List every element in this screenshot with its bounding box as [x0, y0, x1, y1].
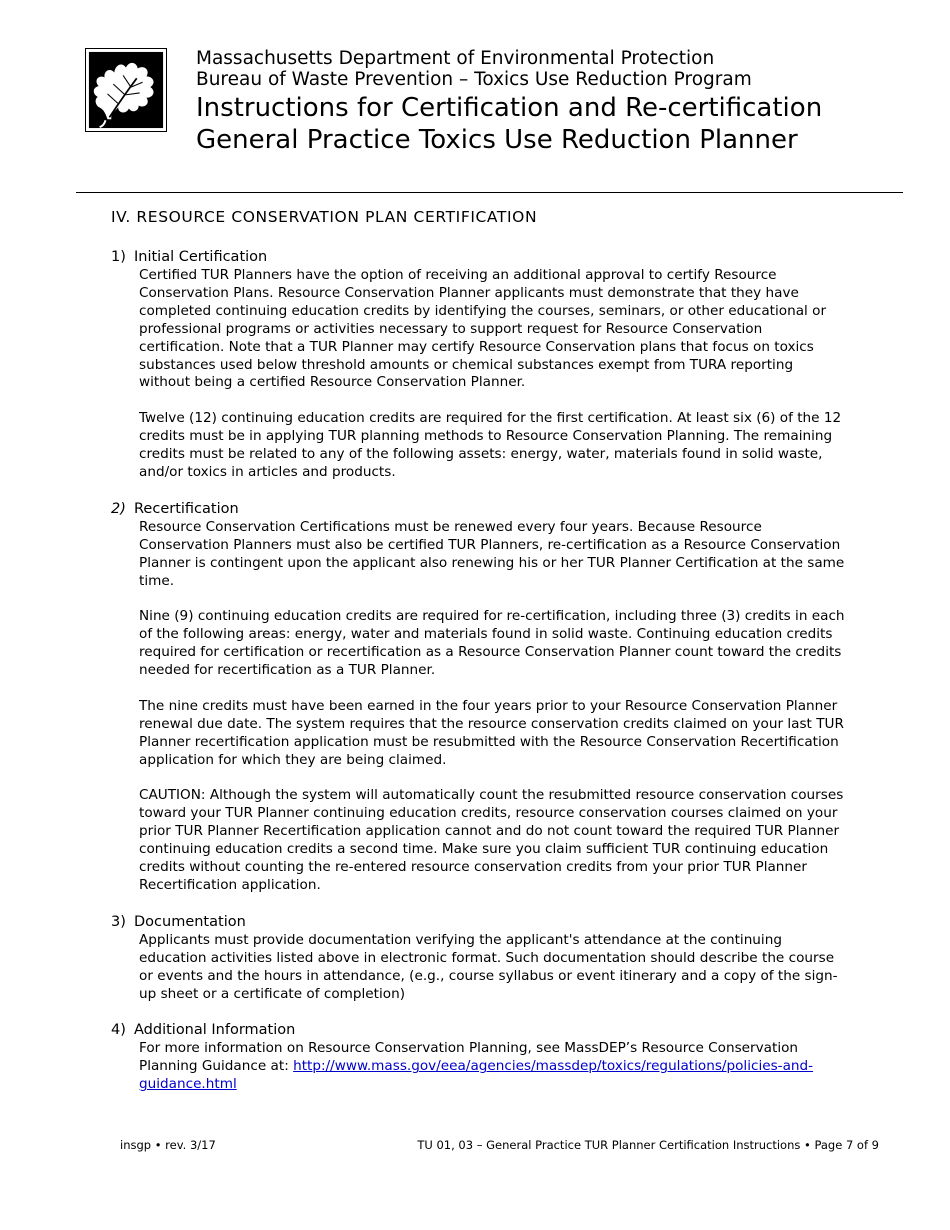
bureau-name: Bureau of Waste Prevention – Toxics Use Reduction Program [196, 69, 752, 91]
item-heading [111, 500, 846, 519]
item-number: 4) [111, 1022, 126, 1039]
paragraph: Applicants must provide documentation verifying the applicant's attendance at the continuing education activities listed above in electronic format. Such documentation should describe the course or events and the hours in attendance, (e.g., course syllabus or event itinerary and a copy of the sign-up sheet or a certificate of completion) [139, 931, 838, 1002]
paragraph: Resource Conservation Certifications must be renewed every four years. Because Resource Conservation Planners must also be certified TUR Planners, re-certification as a Resource Conservation Planner is contingent upon the applicant also renewing his or her TUR Planner Certification at the same time. [139, 518, 845, 589]
list-item-initial-certification [111, 248, 846, 482]
item-heading-text: Recertification [134, 500, 239, 517]
paragraph: Twelve (12) continuing education credits are required for the first certification. At least six (6) of the 12 credits must be in applying TUR planning methods to Resource Conservation Planning. The remaining credits must be related to any of the following assets: energy, water, materials found in solid waste, and/or toxics in articles and products. [139, 410, 842, 480]
item-heading [111, 248, 846, 267]
item-heading [111, 913, 846, 932]
paragraph [139, 1040, 846, 1094]
header-divider [76, 192, 903, 193]
list-item-additional-information [111, 1021, 846, 1094]
section-content [111, 208, 846, 1112]
paragraph: The nine credits must have been earned in the four years prior to your Resource Conservation Planner renewal due date. The system requires that the resource conservation credits claimed on your last TUR Planner recertification application must be resubmitted with the Resource Conservation Recertification application for which they are being claimed. [139, 697, 844, 768]
paragraph: Nine (9) continuing education credits are required for re-certification, including three (3) credits in each of the following areas: energy, water and materials found in solid waste. Continuing education credits required for certification or recertification as a Resource Conservation Planner count toward the credits needed for recertification as a TUR Planner. [139, 608, 845, 679]
item-heading-text: Additional Information [134, 1022, 296, 1039]
document-header [196, 48, 822, 157]
item-number: 1) [111, 249, 126, 265]
massdep-logo [85, 48, 167, 132]
caution-paragraph: CAUTION: Although the system will automatically count the resubmitted resource conservation courses toward your TUR Planner continuing education credits, resource conservation courses claimed on your prior TUR Planner Recertification application cannot and do not count toward the required TUR Planner continuing education credits a second time. Make sure you claim sufficient TUR continuing education credits without counting the re-entered resource conservation credits from your prior TUR Planner Recertification application. [139, 787, 844, 893]
document-subtitle: General Practice Toxics Use Reduction Planner [196, 125, 798, 156]
item-number: 3) [111, 913, 126, 930]
item-number: 2) [111, 500, 126, 517]
section-title: IV. RESOURCE CONSERVATION PLAN CERTIFICATION [111, 208, 538, 226]
list-item-documentation [111, 913, 846, 1004]
paragraph-intro: For more information on Resource Conservation Planning, see MassDEP’s Resource Conservation Planning Guidance at: [139, 1040, 799, 1075]
document-title: Instructions for Certification and Re-certification [196, 92, 823, 123]
item-heading-text: Initial Certification [134, 249, 268, 265]
item-heading [111, 1021, 846, 1040]
item-heading-text: Documentation [134, 913, 246, 930]
list-item-recertification [111, 500, 846, 895]
footer-revision: insgp • rev. 3/17 [120, 1138, 216, 1152]
footer-page-info: TU 01, 03 – General Practice TUR Planner Certification Instructions • Page 7 of 9 [417, 1138, 879, 1152]
agency-name: Massachusetts Department of Environmental Protection [196, 48, 715, 69]
guidance-link[interactable]: http://www.mass.gov/eea/agencies/massdep/toxics/regulations/policies-and-guidance.html [139, 1058, 814, 1093]
oak-leaf-icon [86, 49, 166, 131]
paragraph: Certified TUR Planners have the option of receiving an additional approval to certify Resource Conservation Plans. Resource Conservation Planner applicants must demonstrate that they have completed continuing education credits by identifying the courses, seminars, or other educational or professional programs or activities necessary to support request for Resource Conservation certification. Note that a TUR Planner may certify Resource Conservation plans that focus on toxics substances used below threshold amounts or chemical substances exempt from TURA reporting without being a certified Resource Conservation Planner. [139, 267, 827, 391]
